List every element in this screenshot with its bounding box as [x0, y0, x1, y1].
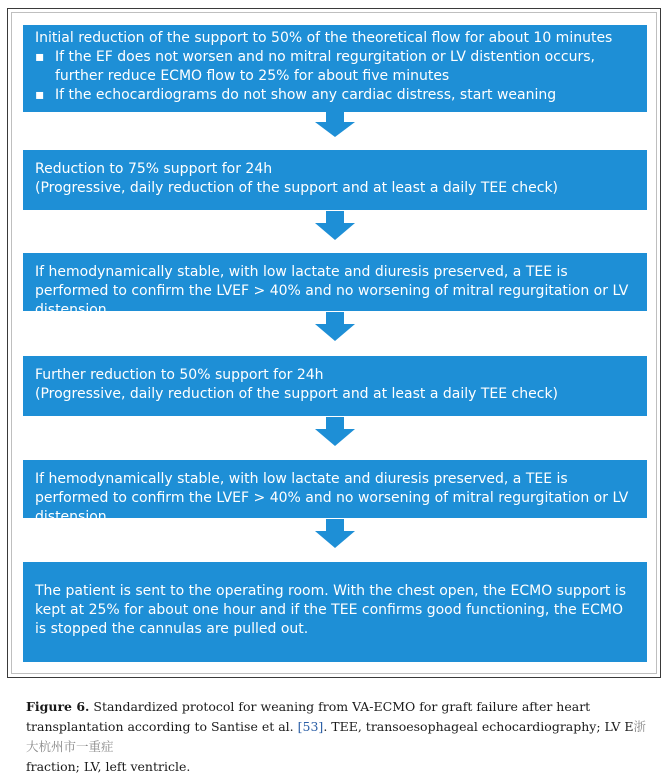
caption-text-end: fraction; LV, left ventricle. — [26, 759, 191, 774]
arrow-down-icon — [313, 211, 357, 241]
step-1-bullets — [35, 48, 635, 105]
step-6-box — [23, 562, 647, 662]
step-3-box — [23, 253, 647, 318]
step-5-box — [23, 460, 647, 525]
caption-text: Standardized protocol for weaning from VA-ECMO for graft failure after heart transplantation according to Santise et al. — [26, 699, 591, 734]
caption-text-2: . TEE, transoesophageal echocardiography; LV E — [323, 719, 634, 734]
step-4-box — [23, 356, 647, 416]
square-bullet-icon: ▪ — [35, 87, 45, 103]
step-4-line-2: (Progressive, daily reduction of the support and at least a daily TEE check) — [35, 386, 559, 402]
step-1-bullet-2: ▪ If the echocardiograms do not show any cardiac distress, start weaning — [35, 87, 557, 103]
step-1-bullet-1: ▪ If the EF does not worsen and no mitral regurgitation or LV distention occurs, further reduce ECMO flow to 25% for about five minutes — [35, 49, 595, 84]
citation-link[interactable]: [53] — [297, 719, 324, 734]
arrow-down-icon — [313, 312, 357, 342]
step-2-box — [23, 150, 647, 210]
square-bullet-icon: ▪ — [35, 49, 45, 65]
step-2-line-2: (Progressive, daily reduction of the support and at least a daily TEE check) — [35, 180, 559, 196]
arrow-down-icon — [313, 519, 357, 549]
arrow-down-icon — [313, 417, 357, 447]
step-1-title: Initial reduction of the support to 50% of the theoretical flow for about 10 minutes — [35, 30, 613, 46]
step-5-text: If hemodynamically stable, with low lactate and diuresis preserved, a TEE is performed to confirm the LVEF > 40% and no worsening of mitral regurgitation or LV distension. — [35, 471, 629, 525]
step-3-text: If hemodynamically stable, with low lactate and diuresis preserved, a TEE is performed to confirm the LVEF > 40% and no worsening of mitral regurgitation or LV distension — [35, 264, 629, 318]
step-2-line-1: Reduction to 75% support for 24h — [35, 161, 273, 177]
watermark-text: 浙大杭州市一重症 — [26, 719, 647, 754]
arrow-down-icon — [313, 112, 357, 138]
figure-label: Figure 6. — [26, 699, 90, 714]
step-1-box — [23, 25, 647, 112]
figure-caption — [26, 697, 646, 777]
step-4-line-1: Further reduction to 50% support for 24h — [35, 367, 324, 383]
step-6-text: The patient is sent to the operating room. With the chest open, the ECMO support is kept at 25% for about one hour and if the TEE confirms good functioning, the ECMO is stopped the cannulas are pulled out. — [35, 583, 627, 637]
